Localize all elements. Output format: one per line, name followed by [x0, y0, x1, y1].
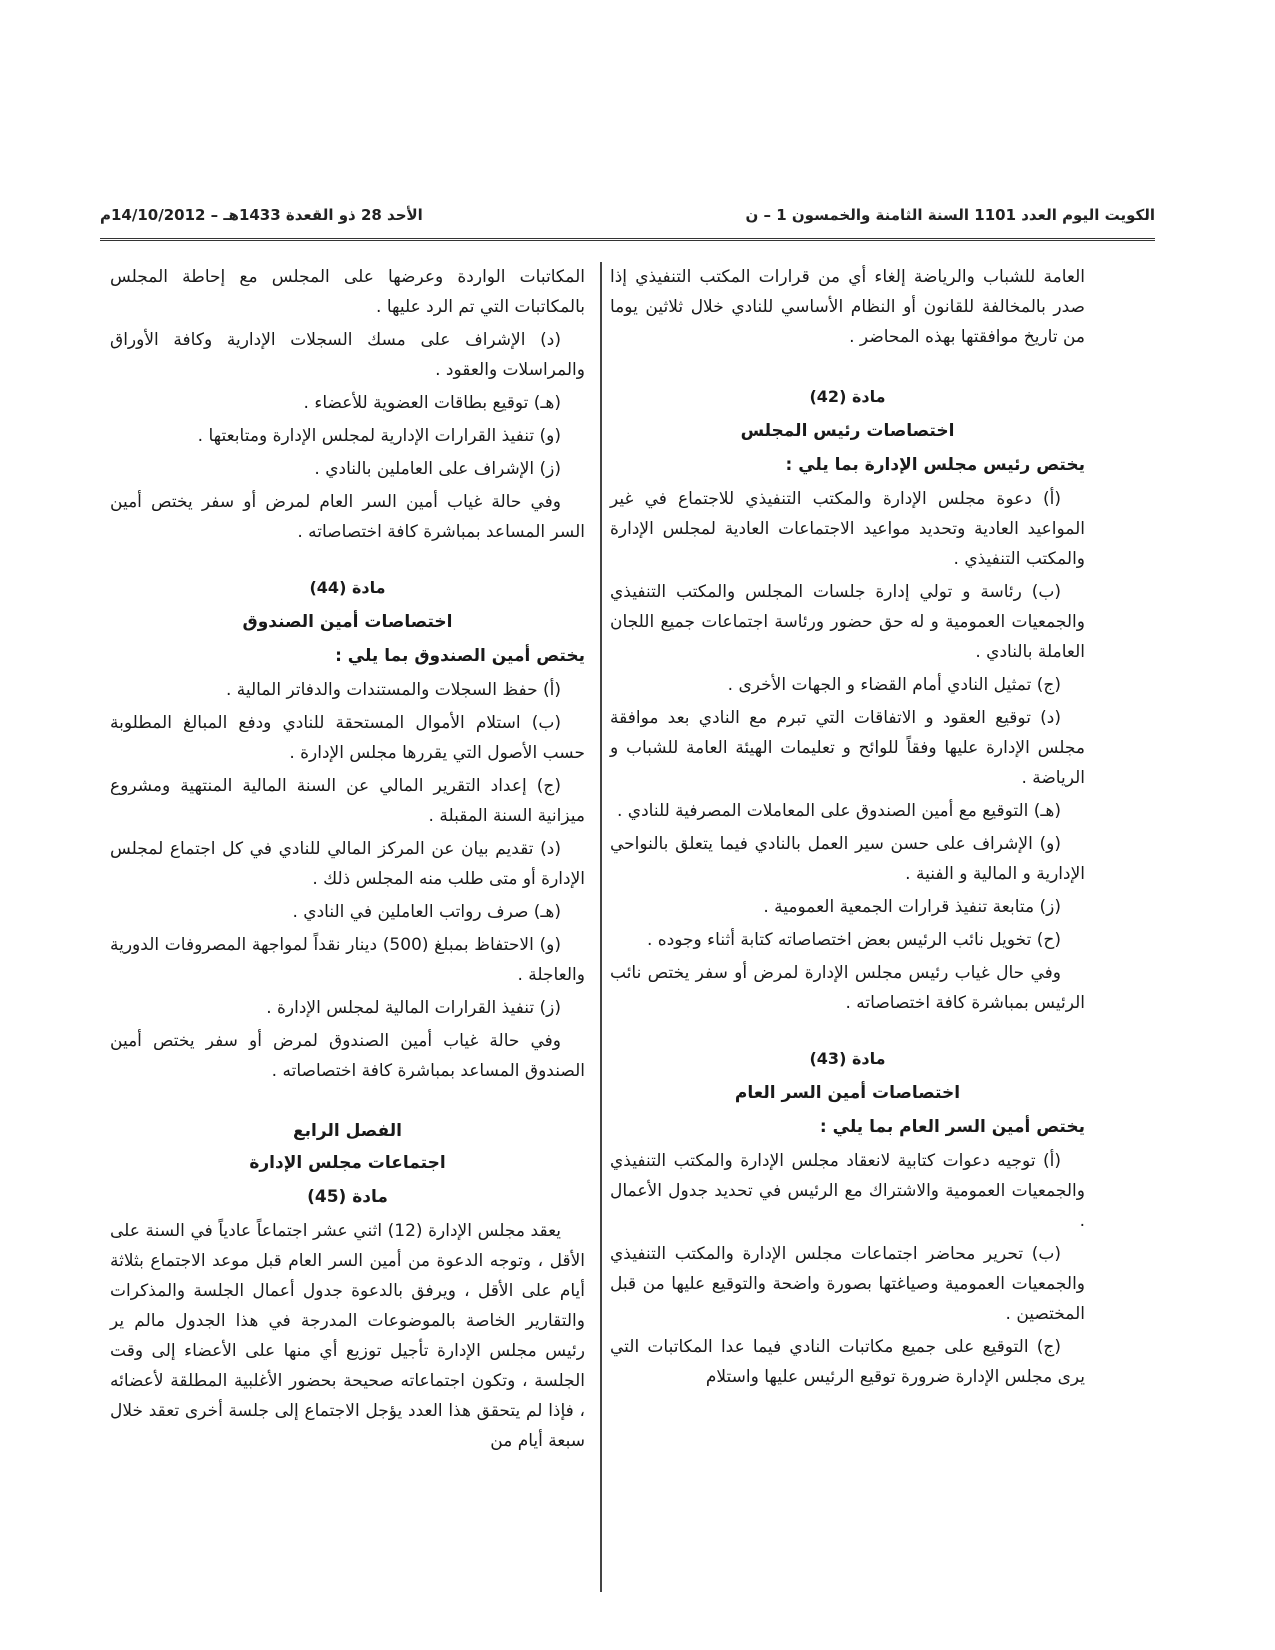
list-item: (د) توقيع العقود و الاتفاقات التي تبرم مع النادي بعد موافقة مجلس الإدارة عليها وفقاً للوائح و تعليمات الهيئة العامة للشباب و الرياضة . [610, 708, 1085, 788]
article-lead: يختص أمين السر العام بما يلي : [819, 1117, 1085, 1137]
list-item: (ج) إعداد التقرير المالي عن السنة المالية المنتهية ومشروع ميزانية السنة المقبلة . [110, 776, 585, 826]
chapter-title: الفصل الرابع [293, 1121, 402, 1141]
article-number: مادة (43) [809, 1049, 886, 1068]
article-number: مادة (45) [307, 1187, 388, 1207]
list-item: (ز) الإشراف على العاملين بالنادي . [314, 459, 561, 479]
column-divider [600, 262, 602, 1592]
paragraph: المكاتبات الواردة وعرضها على المجلس مع إحاطة المجلس بالمكاتبات التي تم الرد عليها . [110, 267, 585, 317]
article-number: مادة (44) [309, 578, 386, 597]
list-item: (ج) التوقيع على جميع مكاتبات النادي فيما عدا المكاتبات التي يرى مجلس الإدارة ضرورة توقيع الرئيس عليها واستلام [610, 1337, 1085, 1387]
page-header [100, 200, 1155, 230]
list-item: (و) الاحتفاظ بمبلغ (500) دينار نقداً لمواجهة المصروفات الدورية والعاجلة . [110, 935, 585, 985]
right-column [610, 262, 1085, 1602]
header-date: الأحد 28 ذو القعدة 1433هـ – 14/10/2012م [100, 206, 423, 224]
list-item: (هـ) صرف رواتب العاملين في النادي . [292, 902, 561, 922]
list-item: (ب) رئاسة و تولي إدارة جلسات المجلس والمكتب التنفيذي والجمعيات العمومية و له حق حضور ورئاسة اجتماعات جميع اللجان العاملة بالنادي . [610, 582, 1085, 662]
paragraph: وفي حال غياب رئيس مجلس الإدارة لمرض أو سفر يختص نائب الرئيس بمباشرة كافة اختصاصاته . [610, 963, 1085, 1013]
paragraph: العامة للشباب والرياضة إلغاء أي من قرارات المكتب التنفيذي إذا صدر بالمخالفة للقانون أو النظام الأساسي للنادي خلال ثلاثين يوما من تاريخ موافقتها بهذه المحاضر . [610, 267, 1085, 347]
list-item: (ج) تمثيل النادي أمام القضاء و الجهات الأخرى . [727, 675, 1061, 695]
article-title: اختصاصات أمين السر العام [734, 1083, 961, 1103]
list-item: (ز) تنفيذ القرارات المالية لمجلس الإدارة . [266, 998, 561, 1018]
list-item: (د) تقديم بيان عن المركز المالي للنادي في كل اجتماع لمجلس الإدارة أو متى طلب منه المجلس ذلك . [110, 839, 585, 889]
paragraph: يعقد مجلس الإدارة (12) اثني عشر اجتماعاً عادياً في السنة على الأقل ، وتوجه الدعوة من أمين السر العام قبل موعد الاجتماع بثلاثة أيام على الأقل ، ويرفق بالدعوة جدول أعمال الجلسة والمذكرات والتقارير الخاصة بالموضوعات المدرجة في هذا الجدول مالم ير رئيس مجلس الإدارة تأجيل توزيع أي منها على الأعضاء إلى وقت الجلسة ، وتكون اجتماعاته صحيحة بحضور الأغلبية المطلقة لأعضائه ، فإذا لم يتحقق هذا العدد يؤجل الاجتماع إلى جلسة أخرى تعقد خلال سبعة أيام من [110, 1221, 585, 1451]
list-item: (و) الإشراف على حسن سير العمل بالنادي فيما يتعلق بالنواحي الإدارية و المالية و الفنية . [610, 834, 1085, 884]
paragraph: وفي حالة غياب أمين الصندوق لمرض أو سفر يختص أمين الصندوق المساعد بمباشرة كافة اختصاصاته . [110, 1031, 585, 1081]
article-lead: يختص رئيس مجلس الإدارة بما يلي : [785, 455, 1085, 475]
article-lead: يختص أمين الصندوق بما يلي : [335, 646, 585, 666]
list-item: (ز) متابعة تنفيذ قرارات الجمعية العمومية . [763, 897, 1061, 917]
list-item: (ب) استلام الأموال المستحقة للنادي ودفع المبالغ المطلوبة حسب الأصول التي يقررها مجلس الإدارة . [110, 713, 585, 763]
list-item: (ح) تخويل نائب الرئيس بعض اختصاصاته كتابة أثناء وجوده . [646, 930, 1061, 950]
article-title: اختصاصات أمين الصندوق [242, 612, 453, 632]
list-item: (هـ) التوقيع مع أمين الصندوق على المعاملات المصرفية للنادي . [616, 801, 1061, 821]
list-item: (أ) حفظ السجلات والمستندات والدفاتر المالية . [225, 680, 561, 700]
header-divider [100, 238, 1155, 241]
article-title: اختصاصات رئيس المجلس [740, 421, 955, 441]
chapter-subtitle: اجتماعات مجلس الإدارة [249, 1153, 446, 1173]
list-item: (د) الإشراف على مسك السجلات الإدارية وكافة الأوراق والمراسلات والعقود . [110, 330, 585, 380]
list-item: (ب) تحرير محاضر اجتماعات مجلس الإدارة والمكتب التنفيذي والجمعيات العمومية وصياغتها بصورة واضحة والتوقيع عليها من قبل المختصين . [610, 1244, 1085, 1324]
list-item: (أ) دعوة مجلس الإدارة والمكتب التنفيذي للاجتماع في غير المواعيد العادية وتحديد مواعيد الاجتماعات العادية لمجلس الإدارة والمكتب التنفيذي . [610, 489, 1085, 569]
left-column [110, 262, 585, 1602]
article-number: مادة (42) [809, 387, 886, 406]
paragraph: وفي حالة غياب أمين السر العام لمرض أو سفر يختص أمين السر المساعد بمباشرة كافة اختصاصاته . [110, 492, 585, 542]
list-item: (و) تنفيذ القرارات الإدارية لمجلس الإدارة ومتابعتها . [197, 426, 561, 446]
list-item: (هـ) توقيع بطاقات العضوية للأعضاء . [303, 393, 561, 413]
header-issue-info: الكويت اليوم العدد 1101 السنة الثامنة والخمسون 1 – ن [745, 206, 1155, 224]
list-item: (أ) توجيه دعوات كتابية لانعقاد مجلس الإدارة والمكتب التنفيذي والجمعيات العمومية والاشتراك مع الرئيس في تحديد جدول الأعمال . [610, 1151, 1085, 1231]
